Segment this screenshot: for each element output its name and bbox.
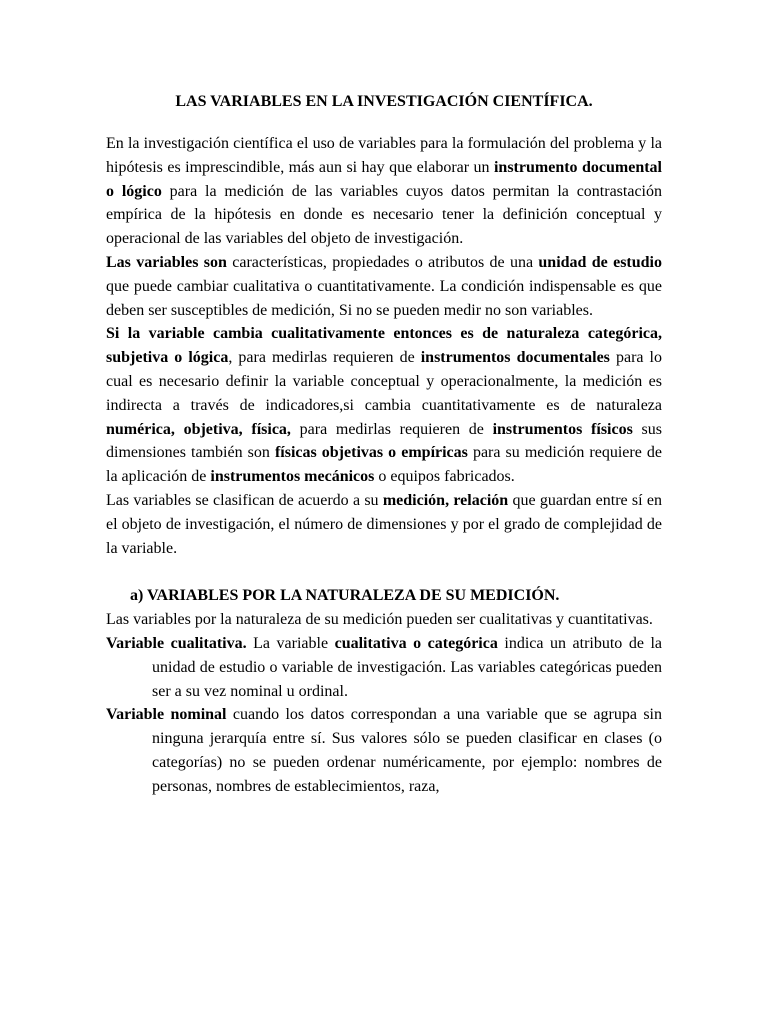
text-run: , para medirlas requieren de xyxy=(228,349,421,367)
text-run: indica un atributo de la unidad de estudio o variable de investigación. Las variables categóricas pueden ser a su vez nominal u ordinal. xyxy=(152,634,663,700)
paragraph-qualitative xyxy=(106,632,662,703)
bold-run: relación xyxy=(453,491,509,509)
text-run: para su medición requiere de la aplicación de xyxy=(106,444,663,486)
text-run: cuando los datos correspondan a una variable que se agrupa sin ninguna jerarquía entre sí. Sus valores sólo se pueden clasificar en clases (o categorías) no se pueden ordenar numéricamente, por ejemplo: nombres de personas, nombres de establecimientos, raza, xyxy=(152,706,663,795)
text-run: Las variables se clasifican de acuerdo a su xyxy=(106,491,383,509)
paragraph-classification xyxy=(106,489,662,560)
text-run: La variable xyxy=(246,634,335,652)
section-heading-a: a) VARIABLES POR LA NATURALEZA DE SU MEDICIÓN. xyxy=(130,587,560,605)
bold-run: Si la variable cambia cualitativamente entonces es de naturaleza categórica, subjetiva o lógica xyxy=(106,325,662,367)
paragraph-definition xyxy=(106,251,662,322)
bold-run: Variable cualitativa. xyxy=(106,634,247,652)
text-run: sus dimensiones también son xyxy=(106,420,662,462)
bold-run: instrumentos mecánicos xyxy=(210,468,375,486)
text-run: para medirlas requieren de xyxy=(290,420,493,438)
paragraph-nominal xyxy=(106,703,662,798)
bold-run: cualitativa o categórica xyxy=(334,634,498,652)
bold-run: numérica, objetiva, física, xyxy=(106,420,291,438)
page-title: LAS VARIABLES EN LA INVESTIGACIÓN CIENTÍFICA. xyxy=(175,93,593,110)
text-run: para lo cual es necesario definir la variable conceptual y operacionalmente, la medición es indirecta a través de indicadores,si cambia cuantitativamente es de naturaleza xyxy=(106,349,662,414)
text-run: o equipos fabricados. xyxy=(374,468,515,486)
text-run: En la investigación científica el uso de variables para la formulación del problema y la hipótesis es imprescindible, más aun si hay que elaborar un xyxy=(106,135,662,176)
text-run: características, propiedades o atributos de una xyxy=(226,253,539,271)
bold-run: medición xyxy=(382,491,446,509)
text-run: que guardan entre sí en el objeto de investigación, el número de dimensiones y por el grado de complejidad de la variable. xyxy=(106,491,662,557)
bold-run: instrumento documental o lógico xyxy=(106,158,662,200)
bold-run: , xyxy=(445,491,454,509)
text-run: para la medición de las variables cuyos datos permitan la contrastación empírica de la hipótesis en donde es necesario tener la definición conceptual y operacional de las variables del objeto de investigación. xyxy=(106,182,662,248)
bold-run: Variable nominal xyxy=(106,706,227,724)
bold-run: Las variables son xyxy=(106,253,227,271)
paragraph-measurement-types: Las variables por la naturaleza de su medición pueden ser cualitativas y cuantitativas. xyxy=(106,611,653,629)
bold-run: instrumentos físicos xyxy=(492,420,633,438)
bold-run: unidad de estudio xyxy=(538,253,663,271)
document-body xyxy=(106,132,662,799)
text-run: que puede cambiar cualitativa o cuantitativamente. La condición indispensable es que deben ser susceptibles de medición, Si no se pueden medir no son variables. xyxy=(106,277,662,319)
spacer xyxy=(106,560,662,584)
paragraph-nature xyxy=(106,322,662,489)
bold-run: físicas objetivas o empíricas xyxy=(274,444,468,462)
paragraph-intro xyxy=(106,132,662,251)
bold-run: instrumentos documentales xyxy=(420,349,610,367)
